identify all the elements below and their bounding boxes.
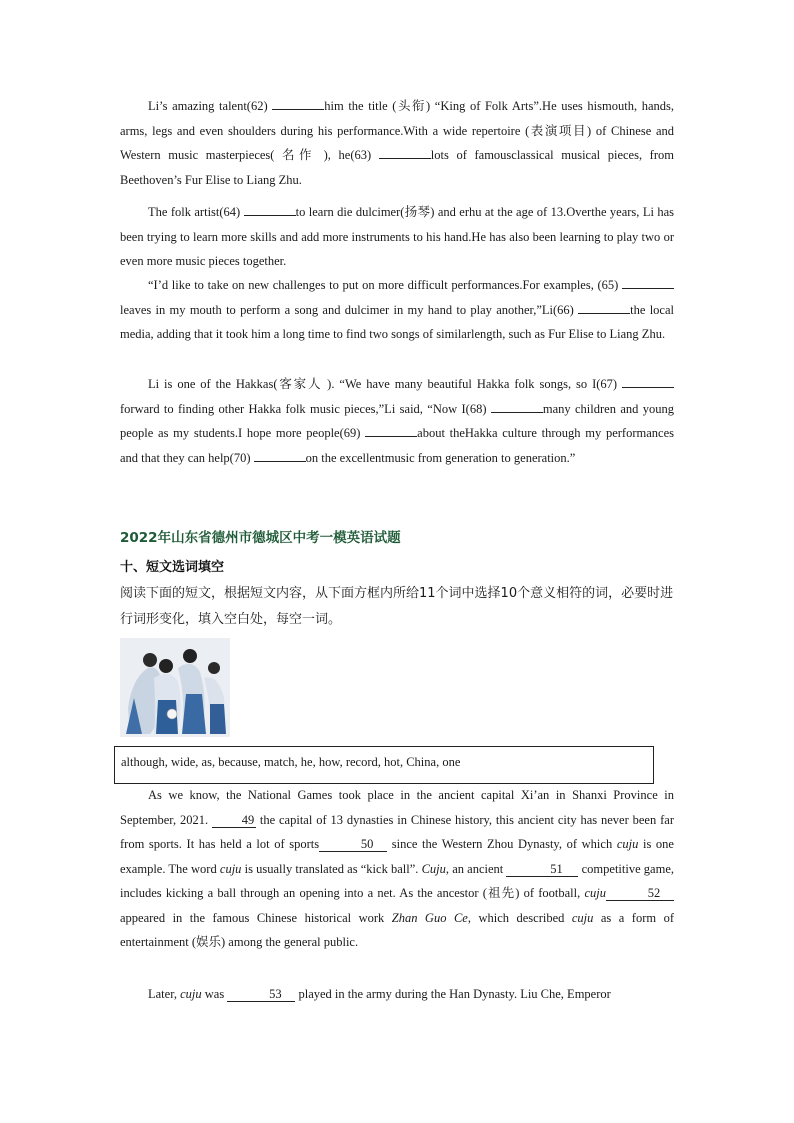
paragraph-49: As we know, the National Games took place in the ancient capital Xi’an in Shanxi Province in September, 2021. 49 the capital of 13 dynasties in Chinese history, this ancient city has never been far from sports. It has held a lot of sports 50 since the Western Zhou Dynasty, of which cuju is one example. The word cuju is usually translated as “kick ball”. Cuju, an ancient 51 competitive game, includes kicking a ball through an opening into a net. As the ancestor (祖先) of football, cuju 52 appeared in the famous Chinese historical work Zhan Guo Ce, which described cuju as a form of entertainment (娱乐) among the general public. (120, 788, 675, 949)
blank-63[interactable] (379, 145, 431, 159)
blank-62[interactable] (272, 96, 324, 110)
instruction-text: 阅读下面的短文，根据短文内容，从下面方框内所给11个词中选择10个意义相符的词，必要时进行词形变化，填入空白处，每空一词。 (120, 586, 674, 627)
ancient-cuju-painting-icon (120, 638, 230, 737)
blank-51[interactable]: 51 (506, 862, 578, 877)
paragraph-65: “I’d like to take on new challenges to put on more difficult performances.For examples, (65) leaves in my mouth to perform a song and dulcimer in my hand to play another,”Li(66) the local media, adding that it took him a long time to find two songs of similarlength, such as Fur Elise to Liang Zhu. (120, 273, 674, 347)
word-bank-list: although, wide, as, because, match, he, how, record, hot, China, one (121, 755, 461, 769)
section-title: 2022年山东省德州市德城区中考一模英语试题 (120, 530, 401, 546)
blank-49[interactable]: 49 (212, 813, 256, 828)
paragraph-53: Later, cuju was 53 played in the army during the Han Dynasty. Liu Che, Emperor (148, 987, 611, 1001)
blank-52[interactable]: 52 (606, 886, 674, 901)
section-subtitle: 十、短文选词填空 (120, 560, 225, 575)
blank-53[interactable]: 53 (227, 987, 295, 1002)
paragraph-64: The folk artist(64) to learn die dulcimer(扬琴) and erhu at the age of 13.Overthe years, Li has been trying to learn more skills and add more instruments to his hand.He has also been learning to play two or even more music pieces together. (120, 200, 674, 274)
blank-69[interactable] (365, 423, 417, 437)
word-bank-box (114, 746, 654, 784)
blank-65[interactable] (622, 275, 674, 289)
blank-67[interactable] (622, 374, 674, 388)
paragraph-67: Li is one of the Hakkas(客家人 ). “We have many beautiful Hakka folk songs, so I(67) forward to finding other Hakka folk music pieces,”Li said, “Now I(68) many children and young people as my students.I hope more people(69) about theHakka culture through my performances and that they can help(70) on the excellentmusic from generation to generation.” (120, 372, 674, 470)
blank-64[interactable] (244, 202, 296, 216)
blank-66[interactable] (578, 300, 630, 314)
blank-68[interactable] (491, 399, 543, 413)
paragraph-62: Li’s amazing talent(62) him the title (头衔) “King of Folk Arts”.He uses hismouth, hands, arms, legs and even shoulders during his performance.With a wide repertoire (表演项目) of Chinese and Western music masterpieces( 名作 ), he(63) lots of famousclassical musical pieces, from Beethoven’s Fur Elise to Liang Zhu. (120, 94, 674, 192)
blank-70[interactable] (254, 448, 306, 462)
blank-50[interactable]: 50 (319, 837, 387, 852)
